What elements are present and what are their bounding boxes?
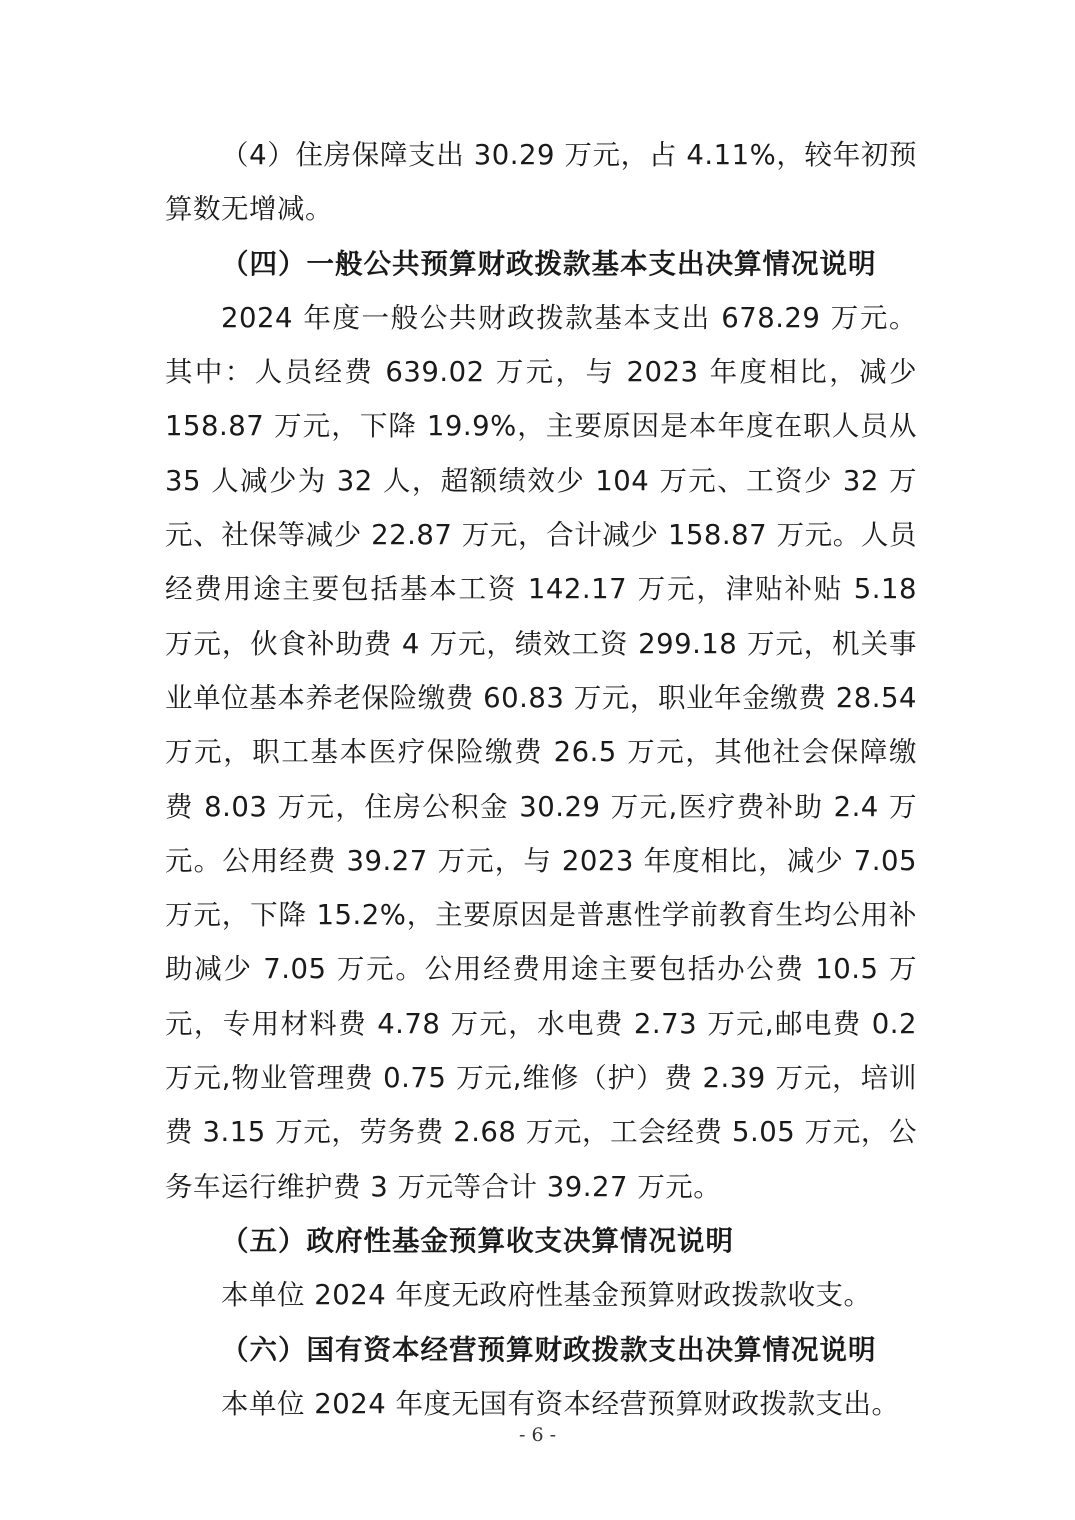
section-heading-state-capital: （六）国有资本经营预算财政拨款支出决算情况说明 — [221, 1333, 877, 1366]
section-heading-government-fund: （五）政府性基金预算收支决算情况说明 — [221, 1224, 734, 1257]
state-capital-paragraph: 本单位 2024 年度无国有资本经营预算财政拨款支出。 — [221, 1387, 900, 1420]
page-number: - 6 - — [518, 1424, 556, 1446]
basic-expenditure-paragraph: 2024 年度一般公共财政拨款基本支出 678.29 万元。其中：人员经费 639.02 万元，与 2023 年度相比，减少 158.87 万元，下降 19.9%，主要原因是本年度在职人员从 35 人减少为 32 人，超额绩效少 104 万元、工资少 32 万元、社保等减少 22.87 万元，合计减少 158.87 万元。人员经费用途主要包括基本工资 142.17 万元，津贴补贴 5.18 万元，伙食补助费 4 万元，绩效工资 299.18 万元，机关事业单位基本养老保险缴费 60.83 万元，职业年金缴费 28.54 万元，职工基本医疗保险缴费 26.5 万元，其他社会保障缴费 8.03 万元，住房公积金 30.29 万元,医疗费补助 2.4 万元。公用经费 39.27 万元，与 2023 年度相比，减少 7.05 万元，下降 15.2%，主要原因是普惠性学前教育生均公用补助减少 7.05 万元。公用经费用途主要包括办公费 10.5 万元，专用材料费 4.78 万元，水电费 2.73 万元,邮电费 0.2 万元,物业管理费 0.75 万元,维修（护）费 2.39 万元，培训费 3.15 万元，劳务费 2.68 万元，工会经费 5.05 万元，公务车运行维护费 3 万元等合计 39.27 万元。 — [165, 301, 917, 1203]
section-heading-basic-expenditure: （四）一般公共预算财政拨款基本支出决算情况说明 — [221, 247, 877, 280]
document-body — [165, 128, 917, 1431]
government-fund-paragraph: 本单位 2024 年度无政府性基金预算财政拨款收支。 — [221, 1279, 872, 1312]
housing-expenditure-paragraph: （4）住房保障支出 30.29 万元，占 4.11%，较年初预算数无增减。 — [165, 139, 917, 226]
